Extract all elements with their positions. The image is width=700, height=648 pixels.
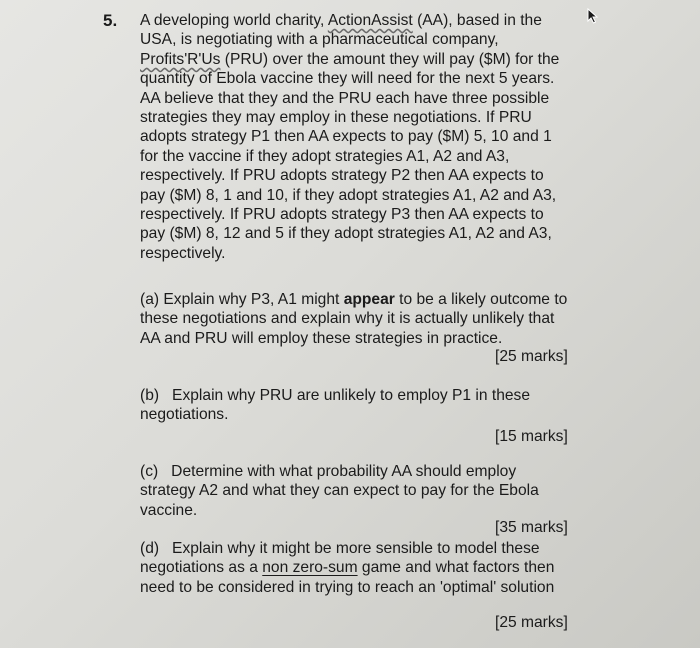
stem-line: pay ($M) 8, 12 and 5 if they adopt strategies A1, A2 and A3, [140, 225, 552, 243]
part-b-line: (b) Explain why PRU are unlikely to employ P1 in these [140, 387, 531, 404]
emphasis-appear: appear [343, 291, 395, 308]
question-stem [140, 11, 600, 263]
part-c [140, 462, 600, 520]
stem-line: USA, is negotiating with a pharmaceutical company, [140, 31, 499, 49]
part-c-marks: [35 marks] [495, 519, 568, 536]
part-d-line: (d) Explain why it might be more sensible to model these [140, 540, 540, 557]
stem-line: A developing world charity, ActionAssist (AA), based in the [140, 12, 542, 29]
part-a-line: these negotiations and explain why it is actually unlikely that [140, 310, 555, 328]
part-d-line: need to be considered in trying to reach an 'optimal' solution [140, 578, 555, 596]
stem-line: respectively. [140, 244, 226, 262]
part-d [140, 539, 600, 597]
stem-line: AA believe that they and the PRU each have three possible [140, 89, 550, 107]
stem-line: pay ($M) 8, 1 and 10, if they adopt strategies A1, A2 and A3, [140, 186, 557, 204]
stem-line: respectively. If PRU adopts strategy P3 then AA expects to [140, 206, 544, 224]
stem-line: quantity of Ebola vaccine they will need for the next 5 years. [140, 70, 555, 88]
part-a-line: (a) Explain why P3, A1 might appear to be a likely outcome to [140, 291, 568, 308]
part-a-marks: [25 marks] [495, 348, 568, 365]
part-c-line: (c) Determine with what probability AA should employ [140, 463, 517, 480]
stem-line: for the vaccine if they adopt strategies A1, A2 and A3, [140, 147, 510, 165]
part-b [140, 386, 600, 425]
actionassist-name: ActionAssist [327, 12, 413, 29]
part-c-line: strategy A2 and what they can expect to pay for the Ebola [140, 482, 539, 500]
stem-line: respectively. If PRU adopts strategy P2 then AA expects to [140, 167, 544, 185]
part-b-line: negotiations. [140, 406, 229, 424]
stem-line: strategies they may employ in these negotiations. If PRU [140, 109, 532, 127]
part-d-marks: [25 marks] [495, 614, 568, 631]
stem-line: Profits'R'Us (PRU) over the amount they will pay ($M) for the [140, 50, 560, 68]
part-b-marks: [15 marks] [495, 428, 568, 445]
profitsrus-name: Profits'R'Us [140, 50, 221, 68]
part-a [140, 290, 600, 348]
part-d-line: negotiations as a non zero-sum game and what factors then [140, 559, 555, 577]
part-c-line: vaccine. [140, 501, 198, 519]
part-a-line: AA and PRU will employ these strategies in practice. [140, 329, 503, 347]
stem-line: adopts strategy P1 then AA expects to pay ($M) 5, 10 and 1 [140, 128, 552, 146]
question-number: 5. [103, 11, 118, 30]
non-zero-sum-term: non zero-sum [262, 559, 358, 577]
